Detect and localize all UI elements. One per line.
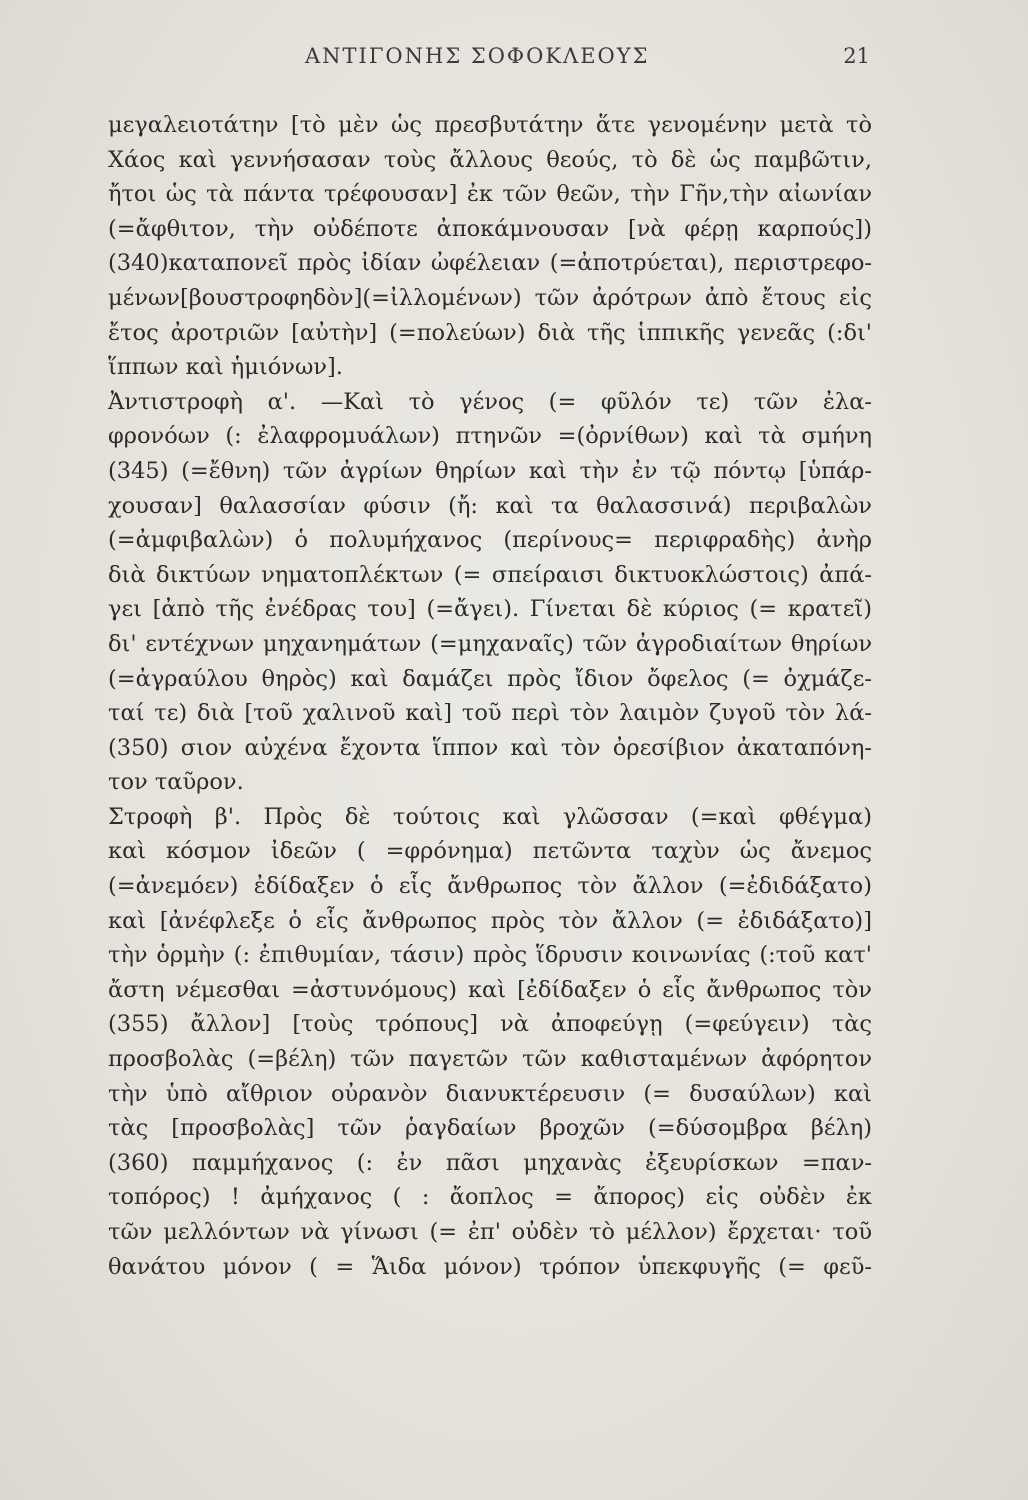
text-line: (=ἀγραύλου θηρὸς) καὶ δαμάζει πρὸς ἴδιον ὄφελος (= ὀχμάζε- <box>108 665 872 692</box>
text-line: (360) παμμήχανος (: ἐν πᾶσι μηχανὰς ἐξευρίσκων =παν- <box>108 1149 872 1176</box>
text-line: τὴν ὑπὸ αἴθριον οὐρανὸν διανυκτέρευσιν (= δυσαύλων) καὶ <box>108 1080 872 1107</box>
text-line: ἄστη νέμεσθαι =ἀστυνόμους) καὶ [ἐδίδαξεν ὁ εἷς ἄνθρωπος τὸν <box>108 976 872 1003</box>
text-line: (=ἀμφιβαλὼν) ὁ πολυμήχανος (περίνους= περιφραδὴς) ἀνὴρ <box>108 527 872 554</box>
text-line: (340)καταπονεῖ πρὸς ἰδίαν ὠφέλειαν (=ἀποτρύεται), περιστρεφο- <box>108 250 872 277</box>
text-line: (=ἄφθιτον, τὴν οὐδέποτε ἀποκάμνουσαν [νὰ φέρῃ καρπούς]) <box>108 215 872 242</box>
text-line: προσβολὰς (=βέλη) τῶν παγετῶν τῶν καθισταμένων ἀφόρητον <box>108 1046 872 1073</box>
text-line: θανάτου μόνον ( = Ἅιδα μόνον) τρόπον ὑπεκφυγῆς (= φεῦ- <box>108 1253 872 1280</box>
text-line: μεγαλειοτάτην [τὸ μὲν ὡς πρεσβυτάτην ἅτε γενομένην μετὰ τὸ <box>108 112 872 138</box>
text-line: (=ἀνεμόεν) ἐδίδαξεν ὁ εἷς ἄνθρωπος τὸν ἄλλον (=ἐδιδάξατο) <box>108 873 872 900</box>
text-line: τῶν μελλόντων νὰ γίνωσι (= ἐπ' οὐδὲν τὸ μέλλον) ἔρχεται· τοῦ <box>108 1219 872 1245</box>
text-line: ἤτοι ὡς τὰ πάντα τρέφουσαν] ἐκ τῶν θεῶν, τὴν Γῆν,τὴν αἰωνίαν <box>108 181 872 208</box>
text-line: χουσαν] θαλασσίαν φύσιν (ἤ: καὶ τα θαλασσινά) περιβαλὼν <box>108 492 872 519</box>
running-head: ΑΝΤΙΓΟΝΗΣ ΣΟΦΟΚΛΕΟΥΣ <box>305 44 650 68</box>
text-line: τὰς [προσβολὰς] τῶν ῥαγδαίων βροχῶν (=δύσομβρα βέλη) <box>108 1115 872 1142</box>
text-line: τὴν ὁρμὴν (: ἐπιθυμίαν, τάσιν) πρὸς ἵδρυσιν κοινωνίας (:τοῦ κατ' <box>108 942 872 969</box>
text-line: καὶ κόσμον ἰδεῶν ( =φρόνημα) πετῶντα ταχὺν ὡς ἄνεμος <box>108 838 872 865</box>
text-line: μένων[βουστροφηδὸν](=ἰλλομένων) τῶν ἀρότρων ἀπὸ ἔτους εἰς <box>108 284 872 311</box>
text-line: διὰ δικτύων νηματοπλέκτων (= σπείραισι δικτυοκλώστοις) ἀπά- <box>108 561 872 588</box>
text-line: ταί τε) διὰ [τοῦ χαλινοῦ καὶ] τοῦ περὶ τὸν λαιμὸν ζυγοῦ τὸν λά- <box>108 700 872 727</box>
text-line: τον ταῦρον. <box>108 769 244 796</box>
text-line: φρονόων (: ἐλαφρομυάλων) πτηνῶν =(ὀρνίθων) καὶ τὰ σμήνη <box>108 423 872 450</box>
body-text <box>108 108 872 1284</box>
text-line: ἵππων καὶ ἡμιόνων]. <box>108 354 343 381</box>
text-line: (355) ἄλλον] [τοὺς τρόπους] νὰ ἀποφεύγῃ (=φεύγειν) τὰς <box>108 1011 872 1038</box>
page-number: 21 <box>843 44 870 68</box>
text-line: Χάος καὶ γεννήσασαν τοὺς ἄλλους θεούς, τὸ δὲ ὡς παμβῶτιν, <box>108 146 872 173</box>
text-line: (345) (=ἔθνη) τῶν ἀγρίων θηρίων καὶ τὴν ἐν τῷ πόντῳ [ὑπάρ- <box>108 457 872 484</box>
text-line: γει [ἀπὸ τῆς ἐνέδρας του] (=ἄγει). Γίνεται δὲ κύριος (= κρατεῖ) <box>108 596 872 623</box>
text-line: δι' εντέχνων μηχανημάτων (=μηχαναῖς) τῶν ἀγροδιαίτων θηρίων <box>108 630 872 657</box>
text-line: Ἀντιστροφὴ α'. —Καὶ τὸ γένος (= φῦλόν τε) τῶν ἐλα- <box>108 388 872 415</box>
text-line: (350) σιον αὐχένα ἔχοντα ἵππον καὶ τὸν ὀρεσίβιον ἀκαταπόνη- <box>108 734 872 761</box>
text-line: Στροφὴ β'. Πρὸς δὲ τούτοις καὶ γλῶσσαν (=καὶ φθέγμα) <box>108 803 872 830</box>
text-line: καὶ [ἀνέφλεξε ὁ εἷς ἄνθρωπος πρὸς τὸν ἄλλον (= ἐδιδάξατο)] <box>108 907 872 934</box>
page-header <box>110 44 870 74</box>
text-line: ἔτος ἀροτριῶν [αὐτὴν] (=πολεύων) διὰ τῆς ἱππικῆς γενεᾶς (:δι' <box>108 319 872 346</box>
text-line: τοπόρος) ! ἀμήχανος ( : ἄοπλος = ἄπορος) εἰς οὐδὲν ἐκ <box>108 1184 872 1211</box>
